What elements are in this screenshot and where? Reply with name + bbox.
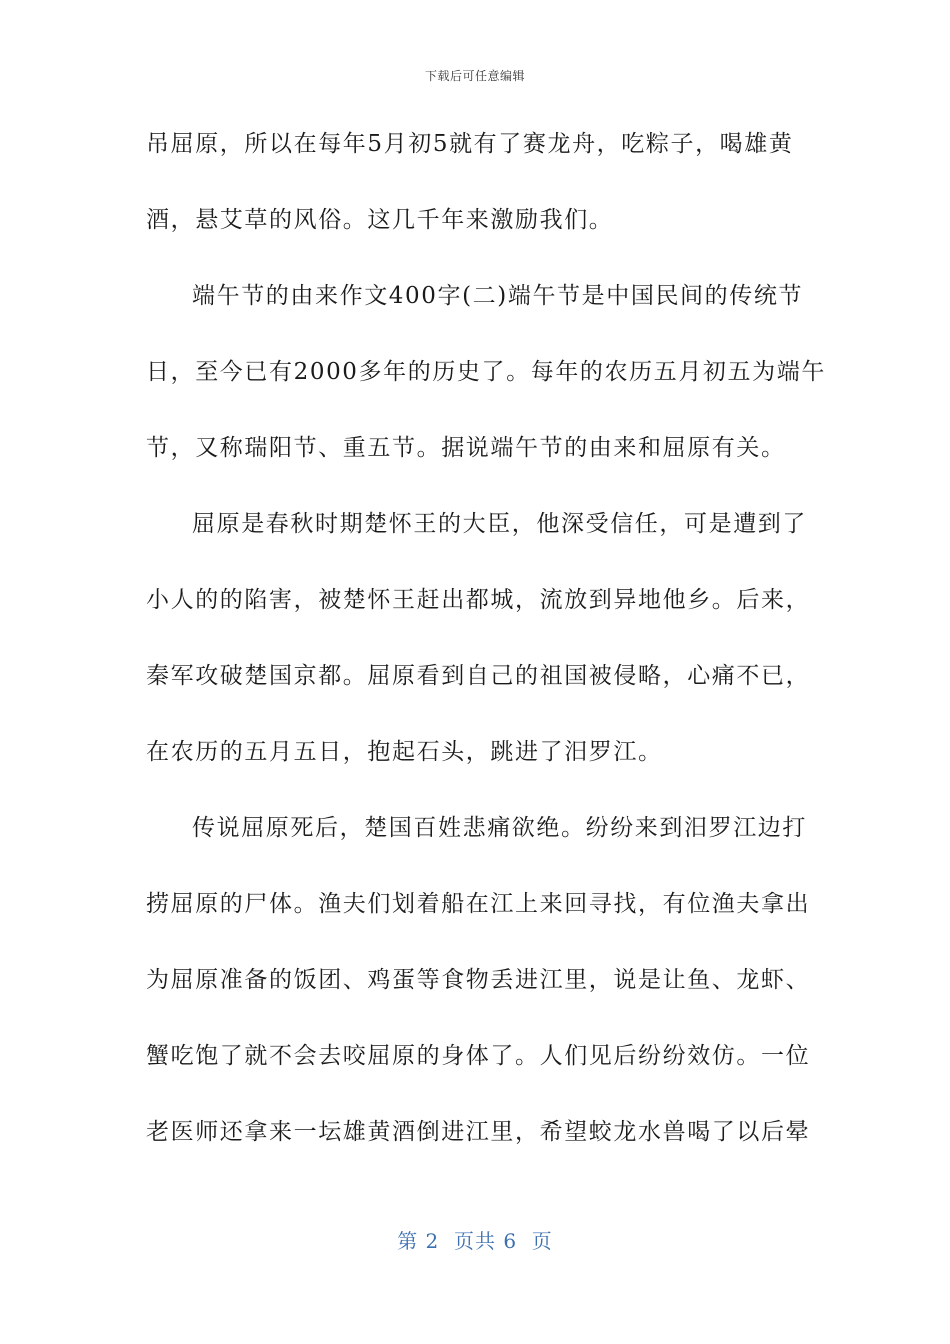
paragraph-start-line: 端午节的由来作文400字(二)端午节是中国民间的传统节 <box>192 283 804 309</box>
text-line: 老医师还拿来一坛雄黄酒倒进江里，希望蛟龙水兽喝了以后晕 <box>146 1119 811 1145</box>
text-line: 为屈原准备的饭团、鸡蛋等食物丢进江里，说是让鱼、龙虾、 <box>146 967 811 993</box>
text-line: 酒，悬艾草的风俗。这几千年来激励我们。 <box>146 207 614 233</box>
text-line: 吊屈原，所以在每年5月初5就有了赛龙舟，吃粽子，喝雄黄 <box>146 131 794 157</box>
text-line: 节，又称瑞阳节、重五节。据说端午节的由来和屈原有关。 <box>146 435 786 461</box>
document-body <box>146 118 826 1182</box>
text-line: 捞屈原的尸体。渔夫们划着船在江上来回寻找，有位渔夫拿出 <box>146 891 811 917</box>
text-line: 蟹吃饱了就不会去咬屈原的身体了。人们见后纷纷效仿。一位 <box>146 1043 811 1069</box>
paragraph-start-line: 屈原是春秋时期楚怀王的大臣，他深受信任，可是遭到了 <box>192 511 807 537</box>
text-line: 日，至今已有2000多年的历史了。每年的农历五月初五为端午 <box>146 359 826 385</box>
text-line: 秦军攻破楚国京都。屈原看到自己的祖国被侵略，心痛不已， <box>146 663 811 689</box>
text-line: 小人的的陷害，被楚怀王赶出都城，流放到异地他乡。后来， <box>146 587 811 613</box>
page-number-footer: 第 2 页共 6 页 <box>397 1229 553 1253</box>
page-header-note: 下载后可任意编辑 <box>424 69 525 83</box>
text-line: 在农历的五月五日，抱起石头，跳进了汨罗江。 <box>146 739 663 765</box>
paragraph-start-line: 传说屈原死后，楚国百姓悲痛欲绝。纷纷来到汨罗江边打 <box>192 815 807 841</box>
